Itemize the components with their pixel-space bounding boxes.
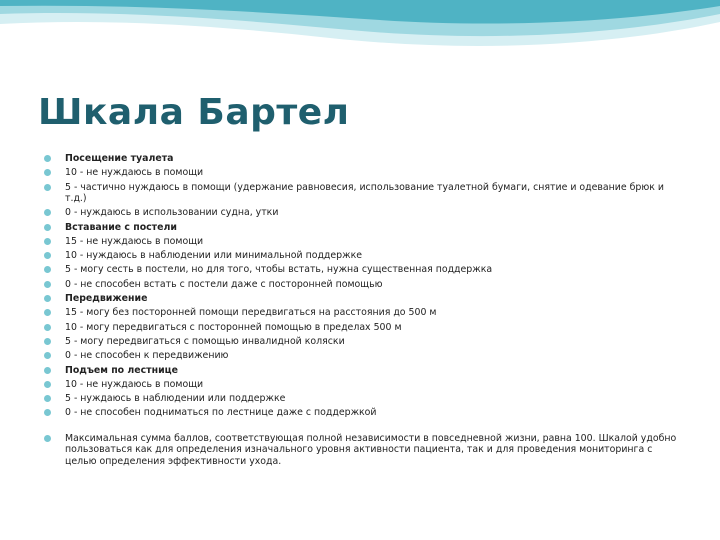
list-item <box>44 350 684 361</box>
top-wave-decoration <box>0 0 720 60</box>
bullet-list <box>44 153 684 470</box>
bullet-dot-icon <box>44 209 51 216</box>
list-item-text: 5 - нуждаюсь в наблюдении или поддержке <box>65 393 286 405</box>
list-item <box>44 264 684 275</box>
bullet-dot-icon <box>44 238 51 245</box>
list-item-text: 15 - не нуждаюсь в помощи <box>65 235 204 247</box>
bullet-dot-icon <box>44 224 51 231</box>
bullet-dot-icon <box>44 338 51 345</box>
list-item-text: 0 - не способен подниматься по лестнице даже с поддержкой <box>65 407 377 419</box>
bullet-dot-icon <box>44 169 51 176</box>
list-item-text: Подъем по лестнице <box>65 364 178 376</box>
list-item-text: 10 - не нуждаюсь в помощи <box>65 378 204 390</box>
bullet-dot-icon <box>44 266 51 273</box>
list-item <box>44 393 684 404</box>
list-item <box>44 433 684 467</box>
bullet-dot-icon <box>44 395 51 402</box>
list-item-text: 5 - частично нуждаюсь в помощи (удержание равновесия, использование туалетной бумаги, снятие и одевание брюк и т.д.) <box>65 181 664 204</box>
list-item-text: Передвижение <box>65 293 148 305</box>
bullet-dot-icon <box>44 435 51 442</box>
bullet-dot-icon <box>44 281 51 288</box>
bullet-dot-icon <box>44 352 51 359</box>
section-heading <box>44 153 684 164</box>
section-heading <box>44 365 684 376</box>
list-item-text: 10 - не нуждаюсь в помощи <box>65 167 204 179</box>
list-item-text: 0 - нуждаюсь в использовании судна, утки <box>65 207 279 219</box>
list-item-text: 10 - нуждаюсь в наблюдении или минимальной поддержке <box>65 250 363 262</box>
list-item <box>44 250 684 261</box>
bullet-dot-icon <box>44 381 51 388</box>
bullet-dot-icon <box>44 309 51 316</box>
list-item-text: Вставание с постели <box>65 221 177 233</box>
bullet-dot-icon <box>44 409 51 416</box>
bullet-dot-icon <box>44 367 51 374</box>
list-item-text: 5 - могу передвигаться с помощью инвалидной коляски <box>65 335 345 347</box>
bullet-dot-icon <box>44 295 51 302</box>
list-item <box>44 407 684 418</box>
list-item <box>44 236 684 247</box>
section-heading <box>44 222 684 233</box>
list-item <box>44 167 684 178</box>
bullet-dot-icon <box>44 324 51 331</box>
bullet-dot-icon <box>44 184 51 191</box>
bullet-dot-icon <box>44 252 51 259</box>
slide-title: Шкала Бартел <box>38 92 350 133</box>
list-item-text: 10 - могу передвигаться с посторонней помощью в пределах 500 м <box>65 321 402 333</box>
list-item <box>44 336 684 347</box>
list-item-text: 15 - могу без посторонней помощи передвигаться на расстояния до 500 м <box>65 307 437 319</box>
list-item-text: Максимальная сумма баллов, соответствующая полной независимости в повседневной жизни, равна 100. Шкалой удобно пользоваться как для определения изначального уровня активности пациента, так и для проведения мониторинга с целью определения эффективности ухода. <box>65 432 677 467</box>
list-item-text: 0 - не способен к передвижению <box>65 350 229 362</box>
section-heading <box>44 293 684 304</box>
list-item <box>44 379 684 390</box>
list-item-text: 5 - могу сесть в постели, но для того, чтобы встать, нужна существенная поддержка <box>65 264 493 276</box>
bullet-dot-icon <box>44 155 51 162</box>
list-item <box>44 307 684 318</box>
list-item <box>44 322 684 333</box>
list-item-text: 0 - не способен встать с постели даже с посторонней помощью <box>65 278 383 290</box>
list-item <box>44 279 684 290</box>
list-item <box>44 207 684 218</box>
list-item-text: Посещение туалета <box>65 153 174 164</box>
list-item <box>44 182 684 205</box>
